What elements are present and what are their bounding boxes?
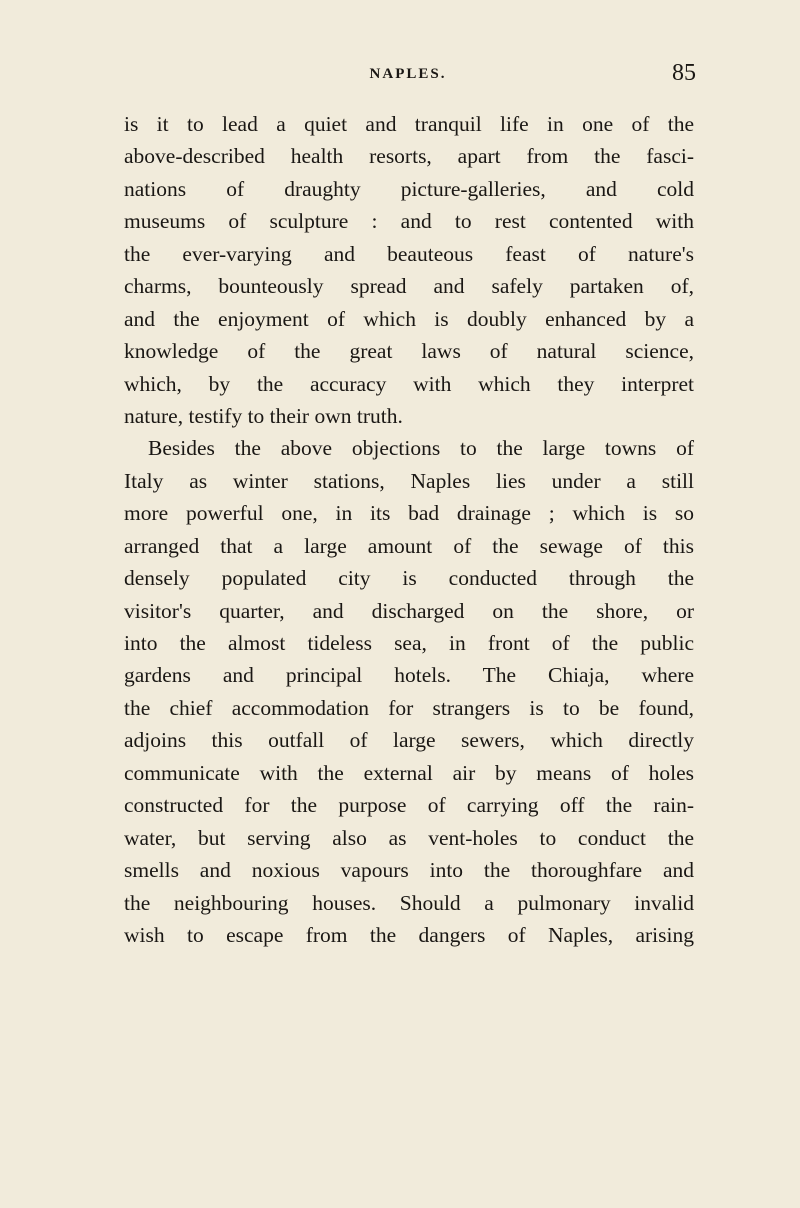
- running-title: NAPLES.: [369, 66, 447, 82]
- text-line: communicate with the external air by means of holes: [124, 760, 694, 785]
- text-line: the chief accommodation for strangers is to be found,: [124, 695, 694, 720]
- text-line: gardens and principal hotels. The Chiaja, where: [124, 663, 694, 688]
- text-line: charms, bounteously spread and safely partaken of,: [124, 274, 694, 299]
- text-line: more powerful one, in its bad drainage ; which is so: [124, 501, 694, 526]
- text-line: into the almost tideless sea, in front of the public: [124, 631, 694, 655]
- text-line: constructed for the purpose of carrying off the rain-: [124, 793, 694, 818]
- text-line: arranged that a large amount of the sewage of this: [124, 533, 694, 558]
- page-number: 85: [672, 60, 696, 86]
- text-line: smells and noxious vapours into the thoroughfare and: [124, 858, 694, 883]
- text-line: densely populated city is conducted through the: [124, 566, 694, 591]
- text-line: above-described health resorts, apart from the fasci-: [124, 144, 694, 169]
- text-line: nations of draughty picture-galleries, and cold: [124, 176, 694, 201]
- text-line: wish to escape from the dangers of Naples, arising: [124, 922, 694, 947]
- paragraph-start-line: Besides the above objections to the large towns of: [148, 436, 694, 461]
- text-line: the neighbouring houses. Should a pulmonary invalid: [124, 890, 694, 915]
- text-line: is it to lead a quiet and tranquil life in one of the: [124, 112, 694, 136]
- running-head: [120, 60, 696, 100]
- text-line: knowledge of the great laws of natural science,: [124, 339, 694, 364]
- text-line: adjoins this outfall of large sewers, which directly: [124, 728, 694, 753]
- text-line: Italy as winter stations, Naples lies under a still: [124, 468, 694, 493]
- text-line: and the enjoyment of which is doubly enhanced by a: [124, 306, 694, 331]
- text-line: water, but serving also as vent-holes to conduct the: [124, 825, 694, 850]
- paragraph-end-line: nature, testify to their own truth.: [124, 403, 403, 428]
- body-text: [124, 108, 694, 951]
- text-line: visitor's quarter, and discharged on the shore, or: [124, 598, 694, 623]
- text-line: museums of sculpture : and to rest contented with: [124, 209, 694, 234]
- text-line: the ever-varying and beauteous feast of nature's: [124, 241, 694, 266]
- text-line: which, by the accuracy with which they interpret: [124, 371, 694, 396]
